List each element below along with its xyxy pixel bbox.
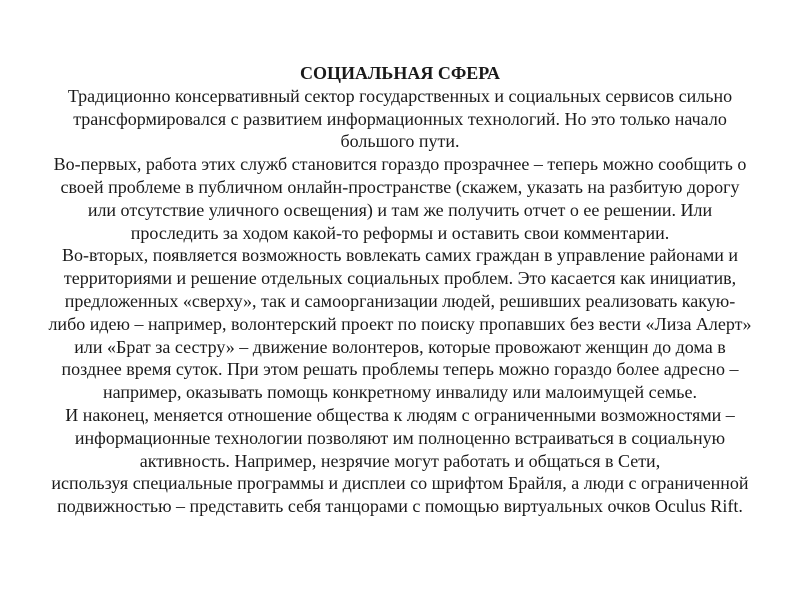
text-line: территориями и решение отдельных социальных проблем. Это касается как инициатив, <box>63 268 737 289</box>
text-line: информационные технологии позволяют им полноценно встраиваться в социальную <box>74 427 726 448</box>
text-line: используя специальные программы и дисплеи со шрифтом Брайля, а люди с ограниченной <box>51 473 749 494</box>
text-line: своей проблеме в публичном онлайн-пространстве (скажем, указать на разбитую дорогу <box>60 176 740 197</box>
text-line: предложенных «сверху», так и самоорганизации людей, решивших реализовать какую- <box>64 290 736 311</box>
text-line: проследить за ходом какой-то реформы и оставить свои комментарии. <box>130 222 670 243</box>
text-line: Во-вторых, появляется возможность вовлекать самих граждан в управление районами и <box>62 245 738 266</box>
text-line: подвижностью – представить себя танцорами с помощью виртуальных очков Oculus Rift. <box>57 496 743 517</box>
text-line: либо идею – например, волонтерский проект по поиску пропавших без вести «Лиза Алерт» <box>48 313 752 334</box>
text-line: например, оказывать помощь конкретному инвалиду или малоимущей семье. <box>103 382 697 403</box>
text-line: позднее время суток. При этом решать проблемы теперь можно гораздо более адресно – <box>61 359 739 380</box>
text-line: Во-первых, работа этих служб становится гораздо прозрачнее – теперь можно сообщить о <box>53 154 747 175</box>
text-line: трансформировался с развитием информационных технологий. Но это только начало <box>73 108 727 129</box>
slide-title: СОЦИАЛЬНАЯ СФЕРА <box>300 63 500 83</box>
slide-text <box>0 62 800 518</box>
text-line: большого пути. <box>340 131 460 152</box>
text-line: Традиционно консервативный сектор государственных и социальных сервисов сильно <box>67 85 733 106</box>
text-line: или отсутствие уличного освещения) и там же получить отчет о ее решении. Или <box>87 199 713 220</box>
text-line: активность. Например, незрячие могут работать и общаться в Сети, <box>139 450 661 471</box>
text-line: или «Брат за сестру» – движение волонтеров, которые провожают женщин до дома в <box>74 336 726 357</box>
text-line: И наконец, меняется отношение общества к людям с ограниченными возможностями – <box>65 404 735 425</box>
